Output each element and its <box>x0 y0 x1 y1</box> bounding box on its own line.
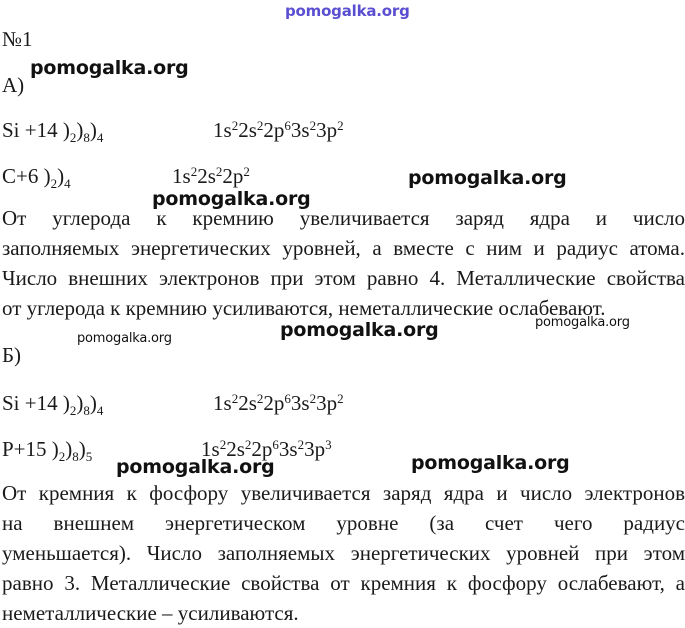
p-shells: Р+15 )$_2)_8)_5$ <box>2 437 93 464</box>
watermark: pomogalka.org <box>77 331 172 346</box>
watermark: pomogalka.org <box>411 452 570 474</box>
paragraph-line: неметаллические – усиливаются. <box>2 601 299 625</box>
watermark: pomogalka.org <box>535 315 630 330</box>
part-b-label: Б) <box>2 343 22 367</box>
si-shells-a: Si +14 )$_2)_8)_4$ <box>2 118 104 145</box>
watermark: pomogalka.org <box>152 188 311 210</box>
paragraph-line: заполняемых энергетических уровней, а вместе с ним и радиус атома. <box>2 236 685 260</box>
watermark-top: pomogalka.org <box>285 2 410 20</box>
paragraph-line: От углерода к кремнию увеличивается заряд ядра и число <box>2 206 685 230</box>
p-config: $1s^22s^22p^63s^23p^3$ <box>201 437 332 461</box>
paragraph-line: равно 3. Металлические свойства от кремния к фосфору ослабевают, а <box>2 571 685 595</box>
si-config-b: $1s^22s^22p^63s^23p^2$ <box>213 391 344 415</box>
c-shells: С+6 )$_2)_4$ <box>2 164 71 191</box>
c-config: $1s^22s^22p^2$ <box>172 164 250 188</box>
paragraph-line: От кремния к фосфору увеличивается заряд ядра и число электронов <box>2 481 685 505</box>
paragraph-line: Число внешних электронов при этом равно 4. Металлические свойства <box>2 266 685 290</box>
task-number: №1 <box>2 27 33 51</box>
paragraph-line: от углерода к кремнию усиливаются, неметаллические ослабевают. <box>2 296 606 320</box>
part-b-paragraph <box>2 478 685 628</box>
watermark: pomogalka.org <box>280 319 439 341</box>
watermark: pomogalka.org <box>116 456 275 478</box>
watermark: pomogalka.org <box>408 167 567 189</box>
si-shells-b: Si +14 )$_2)_8)_4$ <box>2 391 104 418</box>
part-a-label: А) <box>2 73 25 97</box>
paragraph-line: на внешнем энергетическом уровне (за счет чего радиус <box>2 511 685 535</box>
part-a-paragraph <box>2 203 685 323</box>
watermark: pomogalka.org <box>30 57 189 79</box>
paragraph-line: уменьшается). Число заполняемых энергетических уровней при этом <box>2 541 685 565</box>
si-config-a: $1s^22s^22p^63s^23p^2$ <box>213 118 344 142</box>
